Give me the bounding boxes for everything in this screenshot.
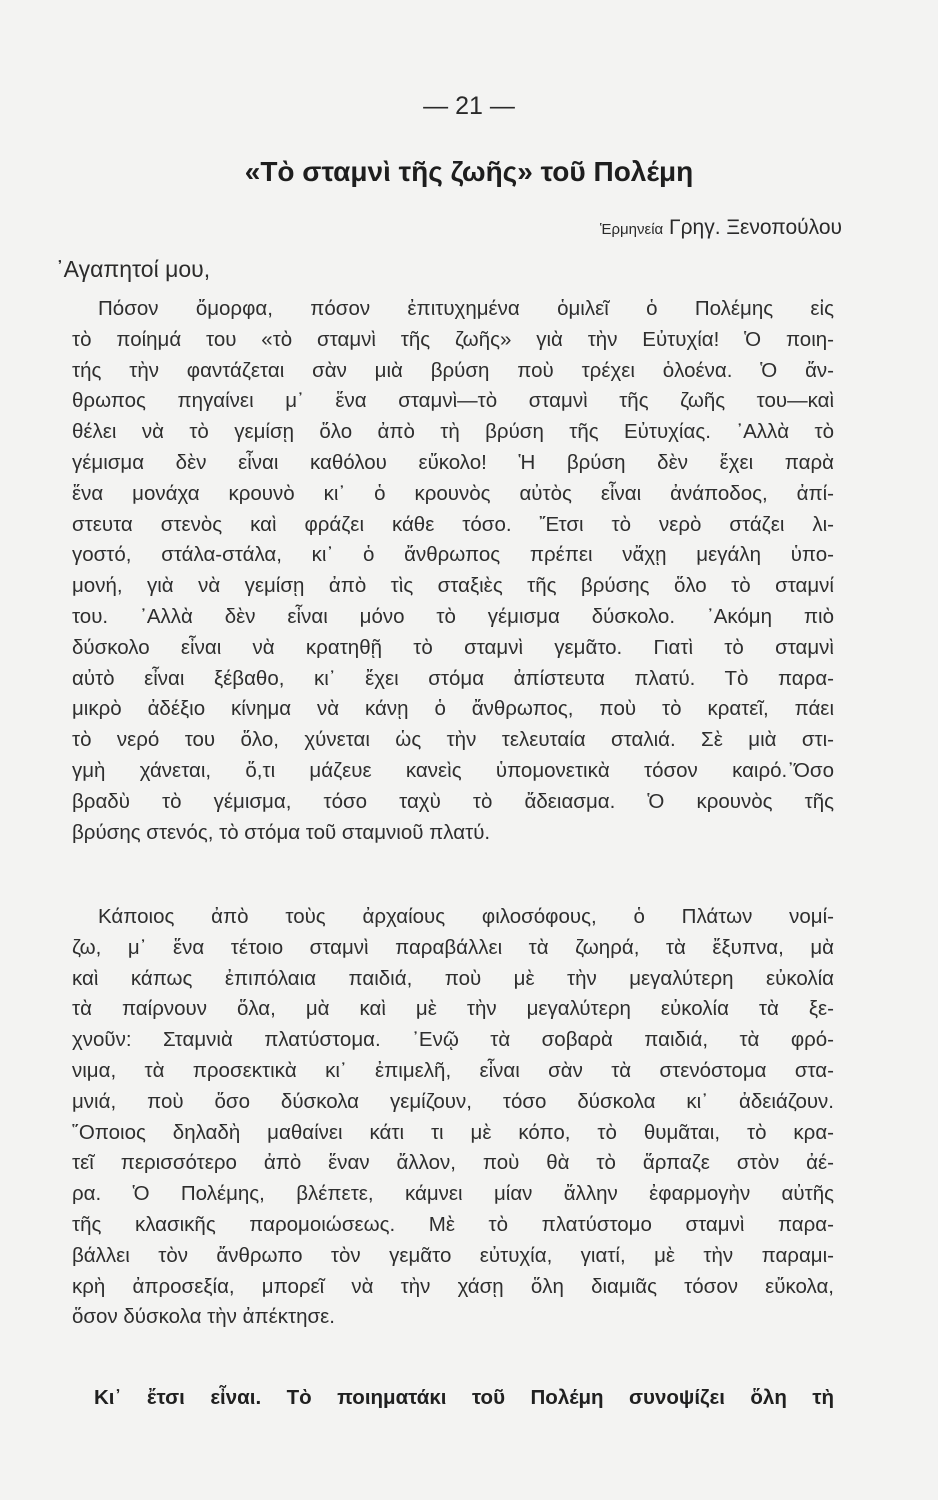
text-line: στευτα στενὸς καὶ φράζει κάθε τόσο. Ἔτσι τὸ νερὸ στάζει λι-	[72, 512, 834, 536]
text-line: δύσκολο εἶναι νὰ κρατηθῇ τὸ σταμνὶ γεμᾶτο. Γιατὶ τὸ σταμνὶ	[72, 635, 834, 659]
text-line: καὶ κάπως ἐπιπόλαια παιδιά, ποὺ μὲ τὴν μεγαλύτερη εὐκολία	[72, 966, 834, 990]
article-title: «Τὸ σταμνὶ τῆς ζωῆς» τοῦ Πολέμη	[244, 156, 694, 187]
text-line: χνοῦν: Σταμνιὰ πλατύστομα. ᾿Ενῷ τὰ σοβαρὰ παιδιά, τὰ φρό-	[72, 1028, 834, 1052]
text-line: θέλει νὰ τὸ γεμίσῃ ὅλο ἀπὸ τὴ βρύση τῆς Εὐτυχίας. ᾿Αλλὰ τὸ	[72, 420, 834, 444]
text-line: ζω, μ᾿ ἕνα τέτοιο σταμνὶ παραβάλλει τὰ ζωηρά, τὰ ἔξυπνα, μὰ	[72, 935, 834, 959]
text-line: Κι᾿ ἔτσι εἶναι. Τὸ ποιηματάκι τοῦ Πολέμη συνοψίζει ὅλη τὴ	[94, 1386, 834, 1409]
attribution-name: Γρηγ. Ξενοπούλου	[669, 216, 842, 239]
text-line: ῞Οποιος δηλαδὴ μαθαίνει κάτι τι μὲ κόπο, τὸ θυμᾶται, τὸ κρα-	[72, 1120, 834, 1144]
text-line: γέμισμα δὲν εἶναι καθόλου εὔκολο! Ἡ βρύση δὲν ἔχει παρὰ	[72, 450, 834, 474]
text-line: κρὴ ἀπροσεξία, μπορεῖ νὰ τὴν χάσῃ ὅλη διαμιᾶς τόσον εὔκολα,	[72, 1274, 834, 1298]
text-line: ρα. Ὁ Πολέμης, βλέπετε, κάμνει μίαν ἄλλην ἐφαρμογὴν αὐτῆς	[72, 1182, 834, 1206]
page-number: — 21 —	[423, 92, 515, 120]
attribution	[600, 216, 842, 240]
text-line: τεῖ περισσότερο ἀπὸ ἕναν ἄλλον, ποὺ θὰ τὸ ἅρπαζε στὸν ἀέ-	[72, 1151, 834, 1175]
text-line: βρύσης στενός, τὸ στόμα τοῦ σταμνιοῦ πλατύ.	[72, 820, 491, 844]
text-line: γοστό, στάλα-στάλα, κι᾿ ὁ ἄνθρωπος πρέπει νἄχῃ μεγάλη ὑπο-	[72, 543, 834, 567]
text-line: βραδὺ τὸ γέμισμα, τόσο ταχὺ τὸ ἄδειασμα. Ὁ κρουνὸς τῆς	[72, 789, 834, 813]
text-line: τής τὴν φαντάζεται σὰν μιὰ βρύση ποὺ τρέχει ὁλοένα. Ὁ ἄν-	[72, 358, 834, 382]
text-line: Πόσον ὄμορφα, πόσον ἐπιτυχημένα ὁμιλεῖ ὁ Πολέμης εἰς	[98, 297, 834, 320]
text-line: τὸ νερό του ὅλο, χύνεται ὡς τὴν τελευταία σταλιά. Σὲ μιὰ στι-	[72, 728, 834, 752]
paragraph-3	[72, 1383, 834, 1414]
paragraph-1	[72, 294, 834, 848]
text-line: του. ᾿Αλλὰ δὲν εἶναι μόνο τὸ γέμισμα δύσκολο. ᾿Ακόμη πιὸ	[72, 604, 834, 628]
text-line: τῆς κλασικῆς παρομοιώσεως. Μὲ τὸ πλατύστομο σταμνὶ παρα-	[72, 1212, 834, 1236]
text-line: γμὴ χάνεται, ὅ,τι μάζευε κανεὶς ὑπομονετικὰ τόσον καιρό.᾿Όσο	[72, 758, 834, 782]
text-line: αὐτὸ εἶναι ξέβαθο, κι᾿ ἔχει στόμα ἀπίστευτα πλατύ. Τὸ παρα-	[72, 666, 834, 690]
text-line: νιμα, τὰ προσεκτικὰ κι᾿ ἐπιμελῆ, εἶναι σὰν τὰ στενόστομα στα-	[72, 1058, 834, 1082]
text-line: μικρὸ ἀδέξιο κίνημα νὰ κάνῃ ὁ ἄνθρωπος, πoὺ τὸ κρατεῖ, πάει	[72, 697, 834, 721]
text-line: ἕνα μονάχα κρουνὸ κι᾿ ὁ κρουνὸς αὐτὸς εἶναι ἀνάποδος, ἀπί-	[72, 481, 834, 505]
greeting: ᾿Αγαπητοί μου,	[56, 256, 211, 282]
text-line: μονή, γιὰ νὰ γεμίσῃ ἀπὸ τὶς σταξιὲς τῆς βρύσης ὅλο τὸ σταμνί	[72, 574, 834, 598]
text-line: βάλλει τὸν ἄνθρωπο τὸν γεμᾶτο εὐτυχία, γιατί, μὲ τὴν παραμι-	[72, 1243, 834, 1267]
paragraph-2	[72, 902, 834, 1333]
attribution-prefix: Ἑρμηνεία	[600, 221, 664, 238]
text-line: θρωπος πηγαίνει μ᾿ ἕνα σταμνὶ—τὸ σταμνὶ τῆς ζωῆς του—καὶ	[72, 389, 834, 413]
text-line: τὰ παίρνουν ὅλα, μὰ καὶ μὲ τὴν μεγαλύτερη εὐκολία τὰ ξε-	[72, 997, 834, 1021]
text-line: Κάποιος ἀπὸ τοὺς ἀρχαίους φιλοσόφους, ὁ Πλάτων νομί-	[98, 905, 834, 928]
text-line: τὸ ποίημά του «τὸ σταμνὶ τῆς ζωῆς» γιὰ τὴν Εὐτυχία! Ὁ ποιη-	[72, 327, 834, 351]
text-line: ὅσον δύσκολα τὴν ἀπέκτησε.	[72, 1305, 335, 1329]
text-line: μνιά, ποὺ ὅσο δύσκολα γεμίζουν, τόσο δύσκολα κι᾿ ἀδειάζουν.	[72, 1089, 834, 1113]
